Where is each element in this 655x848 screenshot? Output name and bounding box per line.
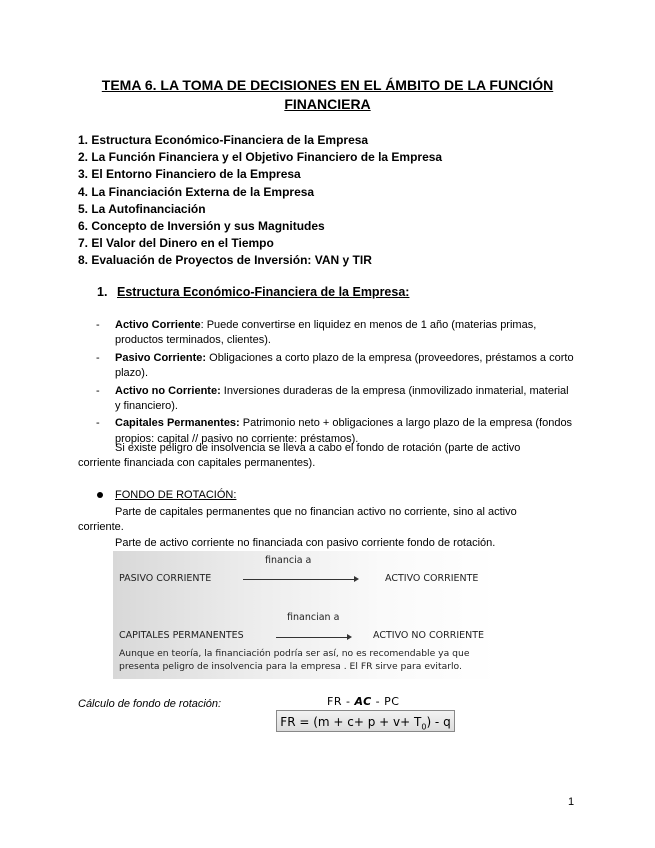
- formula-expanded: FR = $(m + c+ p + v+ T_0) - q$: [276, 710, 455, 732]
- list-item: - Activo no Corriente: Inversiones duraderas de la empresa (inmovilizado inmaterial, material y financiero).: [96, 384, 569, 413]
- section-title-text: Estructura Económico-Financiera de la Empresa:: [117, 285, 410, 299]
- term: Pasivo Corriente:: [115, 351, 207, 364]
- toc-item: 5. La Autofinanciación: [78, 201, 206, 216]
- diagram-right-label: ACTIVO NO CORRIENTE: [373, 630, 485, 641]
- term: Capitales Permanentes:: [115, 417, 240, 430]
- formula-simple: FR - AC - PC: [327, 695, 400, 708]
- toc-item: 6. Concepto de Inversión y sus Magnitudes: [78, 219, 325, 234]
- diagram-verb: financia a: [265, 555, 312, 566]
- fondo-label: FONDO DE ROTACIÓN:: [115, 489, 237, 501]
- definition: Patrimonio neto + obligaciones a largo plazo de la empresa (fondos propios: capital // pasivo no corriente: préstamos).: [115, 417, 573, 445]
- toc-item: 3. El Entorno Financiero de la Empresa: [78, 167, 301, 182]
- diagram-note: presenta peligro de insolvencia para la empresa . El FR sirve para evitarlo.: [119, 661, 462, 672]
- section-heading: [97, 285, 409, 299]
- bullet-dot-icon: [97, 492, 103, 498]
- definition: : Puede convertirse en liquidez en menos de 1 año (materias primas, productos terminados, clientes).: [115, 319, 537, 347]
- table-of-contents: [78, 132, 442, 270]
- list-item: - Capitales Permanentes: Patrimonio neto + obligaciones a largo plazo de la empresa (fondos propios: capital // pasivo no corriente: préstamos).: [96, 417, 573, 445]
- financing-diagram: [113, 551, 498, 679]
- fondo-paragraphs: Parte de capitales permanentes que no financian activo no corriente, sino al activo corriente. Parte de activo corriente no financiada con pasivo corriente fondo de rotación.: [78, 506, 517, 549]
- definition: Obligaciones a corto plazo de la empresa (proveedores, préstamos a corto plazo).: [115, 351, 574, 380]
- list-item: - Pasivo Corriente: Obligaciones a corto plazo de la empresa (proveedores, préstamos a corto plazo).: [96, 351, 574, 380]
- term: Activo no Corriente:: [115, 384, 221, 397]
- diagram-left-label: CAPITALES PERMANENTES: [119, 630, 244, 641]
- toc-item: 8. Evaluación de Proyectos de Inversión: VAN y TIR: [78, 253, 372, 268]
- list-item: - Activo Corriente: Puede convertirse en liquidez en menos de 1 año (materias primas, productos terminados, clientes).: [96, 319, 537, 347]
- toc-item: 4. La Financiación Externa de la Empresa: [78, 184, 315, 199]
- arrow-right-icon: [276, 637, 348, 638]
- term: Activo Corriente: [115, 319, 201, 331]
- definition-list: [96, 318, 576, 449]
- definition: Inversiones duraderas de la empresa (inmovilizado inmaterial, material y financiero).: [115, 384, 569, 413]
- toc-item: 2. La Función Financiera y el Objetivo Financiero de la Empresa: [78, 150, 443, 165]
- insolvency-paragraph: Si existe peligro de insolvencia se lleva a cabo el fondo de rotación (parte de activo corriente financiada con capitales permanentes).: [78, 442, 521, 470]
- diagram-verb: financian a: [287, 612, 340, 623]
- calc-label: Cálculo de fondo de rotación:: [78, 698, 222, 710]
- document-title: TEMA 6. LA TOMA DE DECISIONES EN EL ÁMBITO DE LA FUNCIÓN FINANCIERA: [101, 77, 554, 112]
- diagram-left-label: PASIVO CORRIENTE: [119, 573, 212, 584]
- toc-item: 7. El Valor del Dinero en el Tiempo: [78, 236, 274, 251]
- fondo-heading: [97, 489, 236, 501]
- page-number: 1: [568, 796, 575, 808]
- arrow-right-icon: [243, 579, 355, 580]
- diagram-note: Aunque en teoría, la financiación podría ser así, no es recomendable ya que: [119, 648, 470, 659]
- diagram-right-label: ACTIVO CORRIENTE: [385, 573, 479, 584]
- toc-item: 1. Estructura Económico-Financiera de la Empresa: [78, 133, 369, 147]
- section-number: 1.: [97, 285, 108, 299]
